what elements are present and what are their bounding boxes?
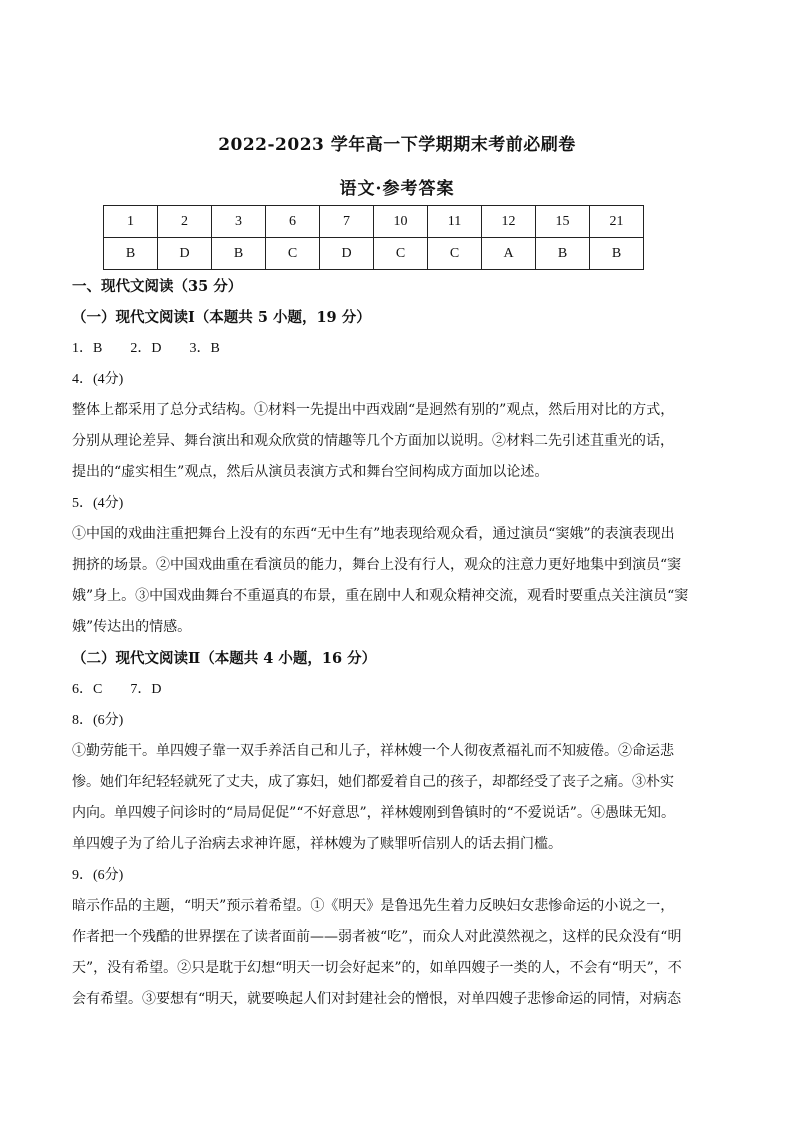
page-subtitle: 语文·参考答案: [339, 179, 455, 199]
answer-line: 分别从理论差异、舞台演出和观众欣赏的情趣等几个方面加以说明。②材料二先引述苴重光的话，: [72, 433, 674, 449]
answer-line: 娥”身上。③中国戏曲舞台不重逼真的布景，重在剧中人和观众精神交流，观看时要重点关注演员“窦: [72, 588, 689, 604]
answer-line: 娥”传达出的情感。: [72, 619, 192, 635]
question-number-cell: 15: [536, 206, 590, 238]
answer-cell: C: [374, 238, 428, 270]
subsection-heading: （一）现代文阅读Ⅰ（本题共 5 小题，19 分）: [72, 309, 371, 326]
answer-content: [72, 271, 732, 1015]
multiple-choice-answers: 6．C 7．D: [72, 682, 162, 697]
question-number-cell: 12: [482, 206, 536, 238]
answer-cell: C: [266, 238, 320, 270]
question-label: 4．(4分): [72, 372, 124, 387]
page-title: 2022-2023 学年高一下学期期末考前必刷卷: [218, 135, 576, 155]
question-number-cell: 21: [590, 206, 644, 238]
answer-table-answer-row: [104, 238, 644, 270]
question-number-cell: 7: [320, 206, 374, 238]
answer-line: ①勤劳能干。单四嫂子靠一双手养活自己和儿子，祥林嫂一个人彻夜煮福礼而不知疲倦。②命运悲: [72, 743, 674, 759]
answer-table: [103, 205, 644, 270]
question-label: 5．(4分): [72, 496, 124, 511]
answer-line: 拥挤的场景。②中国戏曲重在看演员的能力，舞台上没有行人，观众的注意力更好地集中到演员“窦: [72, 557, 682, 573]
answer-line: 会有希望。③要想有“明天，就要唤起人们对封建社会的憎恨，对单四嫂子悲惨命运的同情，对病态: [72, 991, 682, 1007]
question-number-cell: 10: [374, 206, 428, 238]
answer-line: 单四嫂子为了给儿子治病去求神许愿，祥林嫂为了赎罪听信别人的话去捐门槛。: [72, 836, 562, 852]
answer-cell: B: [212, 238, 266, 270]
answer-line: 作者把一个残酷的世界摆在了读者面前——弱者被“吃”，而众人对此漠然视之，这样的民众没有“明: [72, 929, 682, 945]
answer-cell: C: [428, 238, 482, 270]
subsection-heading: （二）现代文阅读Ⅱ（本题共 4 小题，16 分）: [72, 650, 377, 667]
answer-line: 提出的“虚实相生”观点，然后从演员表演方式和舞台空间构成方面加以论述。: [72, 464, 549, 480]
answer-line: ①中国的戏曲注重把舞台上没有的东西“无中生有”地表现给观众看，通过演员“窦娥”的表演表现出: [72, 526, 675, 542]
answer-cell: D: [320, 238, 374, 270]
question-number-cell: 1: [104, 206, 158, 238]
answer-cell: B: [104, 238, 158, 270]
answer-cell: A: [482, 238, 536, 270]
answer-line: 整体上都采用了总分式结构。①材料一先提出中西戏剧“是迥然有别的”观点，然后用对比的方式，: [72, 402, 675, 418]
question-label: 9．(6分): [72, 868, 124, 883]
answer-line: 内向。单四嫂子问诊时的“局局促促”“不好意思”，祥林嫂刚到鲁镇时的“不爱说话”。④愚昧无知。: [72, 805, 675, 821]
multiple-choice-answers: 1．B 2．D 3．B: [72, 341, 220, 356]
answer-line: 惨。她们年纪轻轻就死了丈夫，成了寡妇，她们都爱着自己的孩子，却都经受了丧子之痛。③朴实: [72, 774, 674, 790]
answer-line: 暗示作品的主题，“明天”预示着希望。①《明天》是鲁迅先生着力反映妇女悲惨命运的小说之一，: [72, 898, 675, 914]
question-number-cell: 3: [212, 206, 266, 238]
answer-cell: D: [158, 238, 212, 270]
answer-cell: B: [536, 238, 590, 270]
question-number-cell: 6: [266, 206, 320, 238]
question-number-cell: 11: [428, 206, 482, 238]
answer-cell: B: [590, 238, 644, 270]
question-label: 8．(6分): [72, 713, 124, 728]
question-number-cell: 2: [158, 206, 212, 238]
section-heading: 一、现代文阅读（35 分）: [72, 278, 243, 295]
answer-line: 天”，没有希望。②只是耽于幻想“明天一切会好起来”的，如单四嫂子一类的人，不会有“明天”，不: [72, 960, 682, 976]
answer-table-question-row: [104, 206, 644, 238]
